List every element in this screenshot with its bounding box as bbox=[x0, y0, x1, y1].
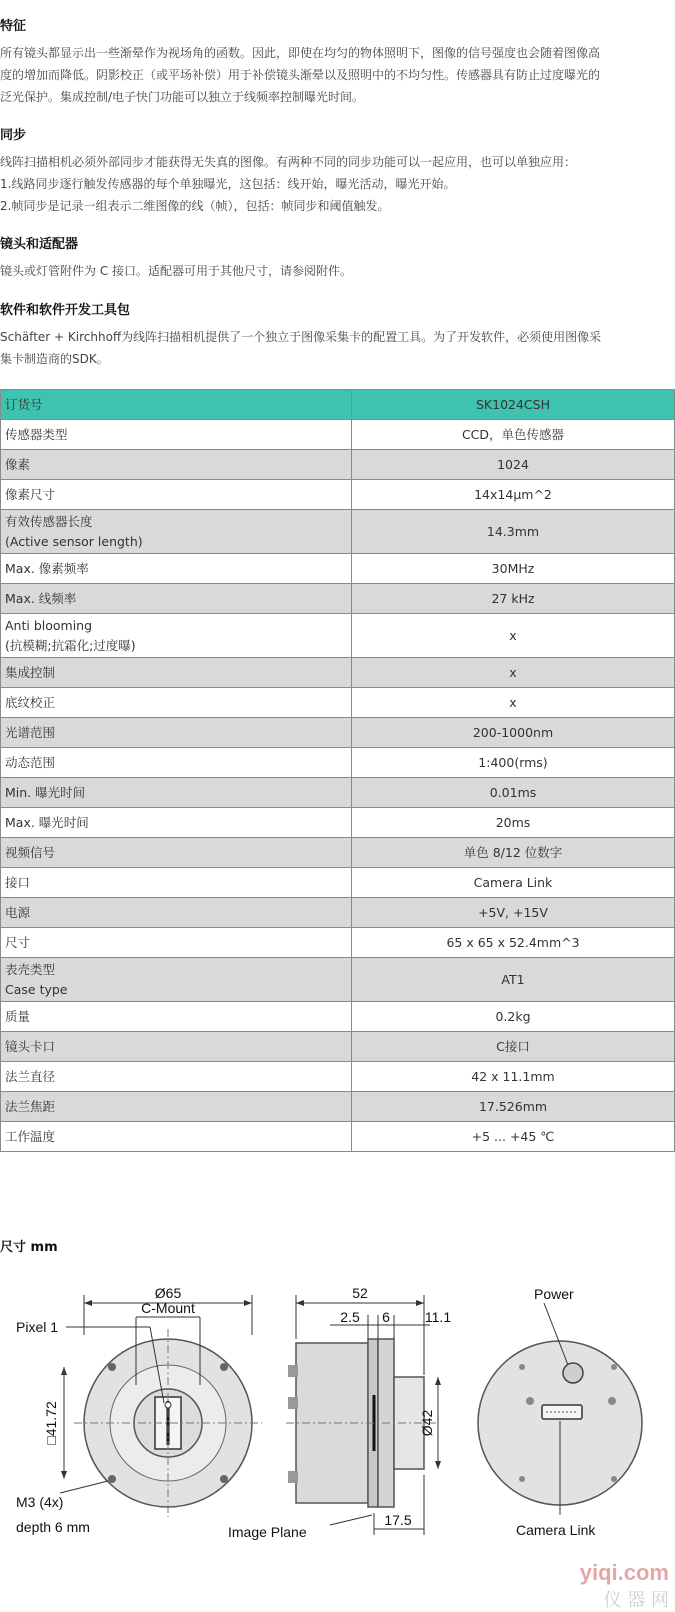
features-line-1: 所有镜头都显示出一些渐晕作为视场角的函数。因此，即使在均匀的物体照明下，图像的信号强度也会随着图像高 bbox=[0, 46, 601, 60]
spec-value: 65 x 65 x 52.4mm^3 bbox=[352, 928, 675, 958]
spec-value: 1024 bbox=[352, 450, 675, 480]
spec-value: 1:400(rms) bbox=[352, 748, 675, 778]
side-175-label: 17.5 bbox=[384, 1512, 412, 1528]
spec-key-cell bbox=[1, 718, 352, 748]
lens-heading: 镜头和适配器 bbox=[0, 237, 79, 252]
spec-value: x bbox=[352, 658, 675, 688]
spec-value: 20ms bbox=[352, 808, 675, 838]
spec-key: 工作温度 bbox=[5, 1128, 56, 1144]
front-depth-label: depth 6 mm bbox=[16, 1519, 90, 1535]
spec-key: 光谱范围 bbox=[5, 724, 56, 740]
spec-value: CCD，单色传感器 bbox=[352, 420, 675, 450]
spec-key: 底纹校正 bbox=[5, 694, 56, 710]
spec-value: x bbox=[352, 688, 675, 718]
spec-key: 接口 bbox=[5, 874, 31, 890]
spec-key-cell bbox=[1, 584, 352, 614]
front-m3-label: M3 (4x) bbox=[16, 1494, 64, 1510]
lens-line-1: 镜头或灯管附件为 C 接口。适配器可用于其他尺寸，请参阅附件。 bbox=[0, 264, 353, 278]
spec-key-cell bbox=[1, 450, 352, 480]
spec-key-cell bbox=[1, 838, 352, 868]
dimension-drawing bbox=[0, 1285, 675, 1565]
spec-key-cell bbox=[1, 928, 352, 958]
spec-key: 镜头卡口 bbox=[5, 1038, 56, 1054]
spec-value: Camera Link bbox=[352, 868, 675, 898]
spec-key-cell bbox=[1, 1002, 352, 1032]
sync-line-3: 2.帧同步是记录一组表示二维图像的线（帧），包括：帧同步和阈值触发。 bbox=[0, 199, 390, 213]
spec-row bbox=[1, 1092, 675, 1122]
spec-row bbox=[1, 1062, 675, 1092]
spec-key: 动态范围 bbox=[5, 754, 56, 770]
spec-row bbox=[1, 614, 675, 658]
spec-row bbox=[1, 554, 675, 584]
software-section bbox=[0, 302, 675, 370]
spec-value: 单色 8/12 位数字 bbox=[352, 838, 675, 868]
sync-section bbox=[0, 127, 675, 217]
spec-row bbox=[1, 958, 675, 1002]
side-c-label: 11.1 bbox=[424, 1309, 452, 1325]
spec-key: 法兰直径 bbox=[5, 1068, 56, 1084]
spec-key-sub: (Active sensor length) bbox=[5, 533, 143, 549]
side-length-label: 52 bbox=[352, 1285, 368, 1301]
spec-key: 表壳类型 bbox=[5, 961, 56, 977]
spec-value: x bbox=[352, 614, 675, 658]
software-line-1: Schäfter + Kirchhoff为线阵扫描相机提供了一个独立于图像采集卡的配置工具。为了开发软件，必须使用图像采 bbox=[0, 330, 602, 344]
camera-link-label: Camera Link bbox=[516, 1522, 596, 1538]
spec-row bbox=[1, 898, 675, 928]
front-d65-label: Ø65 bbox=[154, 1285, 182, 1301]
spec-row bbox=[1, 1002, 675, 1032]
spec-key: Anti blooming bbox=[5, 617, 93, 633]
back-view bbox=[478, 1286, 642, 1538]
spec-key-cell bbox=[1, 1032, 352, 1062]
spec-key-cell bbox=[1, 688, 352, 718]
spec-key-sub: Case type bbox=[5, 981, 68, 997]
spec-value: 27 kHz bbox=[352, 584, 675, 614]
spec-row bbox=[1, 584, 675, 614]
spec-table bbox=[0, 389, 675, 1152]
features-line-2: 度的增加而降低。阴影校正（或平场补偿）用于补偿镜头渐晕以及照明中的不均匀性。传感器具有防止过度曝光的 bbox=[0, 68, 601, 82]
spec-value: 30MHz bbox=[352, 554, 675, 584]
features-heading: 特征 bbox=[0, 19, 27, 34]
spec-row bbox=[1, 808, 675, 838]
watermark-top: yiqi.com bbox=[579, 1560, 669, 1585]
spec-key-cell bbox=[1, 958, 352, 1002]
spec-row bbox=[1, 480, 675, 510]
spec-key: 集成控制 bbox=[5, 664, 56, 680]
spec-row bbox=[1, 1122, 675, 1152]
spec-key: 有效传感器长度 bbox=[5, 513, 93, 529]
spec-key: 电源 bbox=[5, 904, 31, 920]
spec-row bbox=[1, 778, 675, 808]
dimensions-heading: 尺寸 mm bbox=[0, 1240, 58, 1255]
spec-key: 视频信号 bbox=[5, 844, 56, 860]
spec-row bbox=[1, 868, 675, 898]
spec-key-cell bbox=[1, 1062, 352, 1092]
side-view bbox=[228, 1285, 451, 1540]
spec-key-cell bbox=[1, 868, 352, 898]
spec-row bbox=[1, 420, 675, 450]
spec-row bbox=[1, 510, 675, 554]
front-view bbox=[16, 1285, 262, 1535]
watermark bbox=[580, 1560, 675, 1612]
spec-value: +5 ... +45 ℃ bbox=[352, 1122, 675, 1152]
spec-value: +5V, +15V bbox=[352, 898, 675, 928]
spec-value: AT1 bbox=[352, 958, 675, 1002]
spec-value: SK1024CSH bbox=[352, 390, 675, 420]
spec-key-cell bbox=[1, 510, 352, 554]
spec-key: 法兰焦距 bbox=[5, 1098, 56, 1114]
spec-key-cell bbox=[1, 778, 352, 808]
spec-key: 像素尺寸 bbox=[5, 486, 56, 502]
side-b-label: 6 bbox=[382, 1309, 390, 1325]
spec-row bbox=[1, 838, 675, 868]
spec-key: 传感器类型 bbox=[5, 426, 68, 442]
spec-row bbox=[1, 748, 675, 778]
spec-key-cell bbox=[1, 554, 352, 584]
front-cmount-label: C-Mount bbox=[141, 1300, 195, 1316]
spec-row bbox=[1, 1032, 675, 1062]
side-a-label: 2.5 bbox=[340, 1309, 360, 1325]
spec-value: C接口 bbox=[352, 1032, 675, 1062]
spec-key: Max. 曝光时间 bbox=[5, 814, 89, 830]
spec-key-cell bbox=[1, 808, 352, 838]
spec-key-cell bbox=[1, 1092, 352, 1122]
spec-key-cell bbox=[1, 390, 352, 420]
spec-key-cell bbox=[1, 658, 352, 688]
power-label: Power bbox=[534, 1286, 574, 1302]
spec-key-cell bbox=[1, 1122, 352, 1152]
spec-key: 订货号 bbox=[5, 396, 43, 412]
spec-value: 0.01ms bbox=[352, 778, 675, 808]
spec-key: 尺寸 bbox=[5, 934, 31, 950]
spec-key: Max. 线频率 bbox=[5, 590, 77, 606]
watermark-bottom: 仪 器 网 bbox=[603, 1590, 669, 1611]
spec-key-cell bbox=[1, 898, 352, 928]
spec-row bbox=[1, 390, 675, 420]
features-section bbox=[0, 18, 675, 108]
software-heading: 软件和软件开发工具包 bbox=[0, 303, 131, 318]
spec-key: 像素 bbox=[5, 456, 31, 472]
spec-key: Min. 曝光时间 bbox=[5, 784, 86, 800]
side-d42-label: Ø42 bbox=[419, 1409, 435, 1437]
spec-value: 14.3mm bbox=[352, 510, 675, 554]
sync-heading: 同步 bbox=[0, 128, 27, 143]
sync-line-2: 1.线路同步逐行触发传感器的每个单独曝光，这包括：线开始，曝光活动，曝光开始。 bbox=[0, 177, 456, 191]
front-pixel1-label: Pixel 1 bbox=[16, 1319, 59, 1335]
spec-key: Max. 像素频率 bbox=[5, 560, 89, 576]
spec-value: 42 x 11.1mm bbox=[352, 1062, 675, 1092]
image-plane-label: Image Plane bbox=[228, 1524, 307, 1540]
spec-row bbox=[1, 718, 675, 748]
features-line-3: 泛光保护。集成控制/电子快门功能可以独立于线频率控制曝光时间。 bbox=[0, 90, 365, 104]
spec-key-cell bbox=[1, 614, 352, 658]
spec-key-cell bbox=[1, 420, 352, 450]
spec-value: 200-1000nm bbox=[352, 718, 675, 748]
spec-key: 质量 bbox=[5, 1008, 31, 1024]
lens-section bbox=[0, 236, 675, 282]
spec-key-sub: (抗模糊;抗霜化;过度曝) bbox=[5, 637, 136, 653]
spec-value: 17.526mm bbox=[352, 1092, 675, 1122]
spec-key-cell bbox=[1, 480, 352, 510]
sync-line-1: 线阵扫描相机必须外部同步才能获得无失真的图像。有两种不同的同步功能可以一起应用，也可以单独应用： bbox=[0, 155, 577, 169]
software-line-2: 集卡制造商的SDK。 bbox=[0, 352, 109, 366]
spec-value: 14x14µm^2 bbox=[352, 480, 675, 510]
spec-row bbox=[1, 928, 675, 958]
spec-row bbox=[1, 688, 675, 718]
spec-row bbox=[1, 658, 675, 688]
spec-key-cell bbox=[1, 748, 352, 778]
front-side-label: □41.72 bbox=[43, 1401, 59, 1445]
spec-row bbox=[1, 450, 675, 480]
spec-value: 0.2kg bbox=[352, 1002, 675, 1032]
